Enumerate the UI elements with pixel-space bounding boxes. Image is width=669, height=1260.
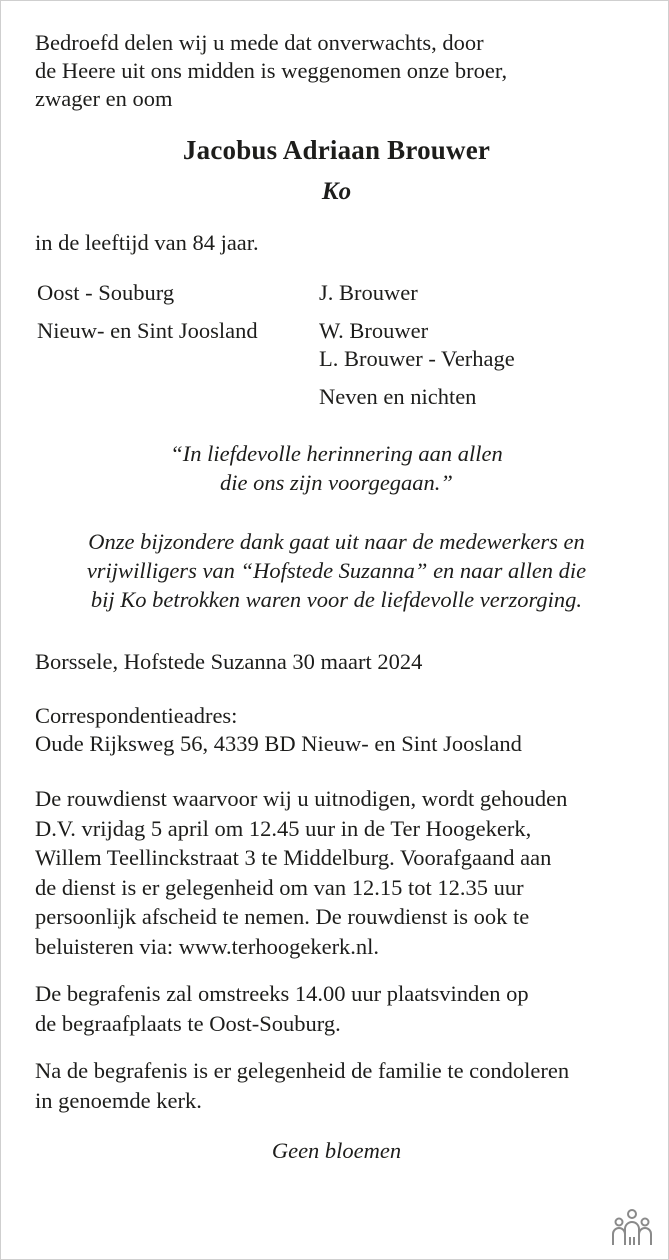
family-row	[37, 317, 638, 373]
family-name: J. Brouwer	[319, 280, 418, 305]
family-name: L. Brouwer - Verhage	[319, 346, 515, 371]
intro-line: zwager en oom	[35, 86, 173, 111]
burial-paragraph	[35, 979, 638, 1038]
burial-line: De begrafenis zal omstreeks 14.00 uur plaatsvinden op	[35, 981, 529, 1006]
intro-paragraph	[35, 29, 638, 113]
service-line: Willem Teellinckstraat 3 te Middelburg. Voorafgaand aan	[35, 845, 552, 870]
correspondence-label: Correspondentieadres:	[35, 703, 238, 728]
condolence-line: Na de begrafenis is er gelegenheid de familie te condoleren	[35, 1058, 570, 1083]
family-place: Nieuw- en Sint Joosland	[37, 318, 258, 343]
family-row	[37, 383, 638, 411]
service-line: persoonlijk afscheid te nemen. De rouwdienst is ook te	[35, 904, 530, 929]
quote-line: die ons zijn voorgegaan.”	[220, 470, 453, 495]
quote-line: “In liefdevolle herinnering aan allen	[170, 441, 503, 466]
service-line: De rouwdienst waarvoor wij u uitnodigen, wordt gehouden	[35, 786, 568, 811]
condolence-paragraph	[35, 1056, 638, 1115]
family-row	[37, 279, 638, 307]
family-name: W. Brouwer	[319, 318, 429, 343]
people-group-icon	[610, 1207, 654, 1247]
family-name: Neven en nichten	[319, 384, 477, 409]
condolence-line: in genoemde kerk.	[35, 1087, 202, 1113]
correspondence-block	[35, 702, 638, 758]
service-line: D.V. vrijdag 5 april om 12.45 uur in de Ter Hoogekerk,	[35, 815, 532, 841]
correspondence-address: Oude Rijksweg 56, 4339 BD Nieuw- en Sint Joosland	[35, 731, 522, 756]
memorial-quote	[35, 439, 638, 497]
intro-line: Bedroefd delen wij u mede dat onverwachts, door	[35, 30, 484, 55]
service-paragraph	[35, 784, 638, 961]
age-text: in de leeftijd van 84 jaar.	[35, 230, 259, 255]
no-flowers-note: Geen bloemen	[271, 1138, 402, 1163]
place-date: Borssele, Hofstede Suzanna 30 maart 2024	[35, 649, 423, 674]
thanks-paragraph	[35, 527, 638, 614]
service-line: de dienst is er gelegenheid om van 12.15 tot 12.35 uur	[35, 874, 524, 900]
notice-body	[35, 29, 638, 1165]
intro-line: de Heere uit ons midden is weggenomen onze broer,	[35, 58, 508, 83]
family-list	[37, 279, 638, 411]
deceased-name: Jacobus Adriaan Brouwer	[182, 135, 491, 165]
thanks-line: Onze bijzondere dank gaat uit naar de medewerkers en	[88, 529, 585, 554]
family-place	[37, 383, 319, 411]
thanks-line: bij Ko betrokken waren voor de liefdevolle verzorging.	[90, 587, 583, 612]
service-line: beluisteren via: www.terhoogekerk.nl.	[35, 933, 380, 959]
nickname: Ko	[321, 178, 352, 205]
burial-line: de begraafplaats te Oost-Souburg.	[35, 1010, 341, 1036]
family-place: Oost - Souburg	[37, 280, 175, 305]
thanks-line: vrijwilligers van “Hofstede Suzanna” en naar allen die	[86, 558, 587, 583]
